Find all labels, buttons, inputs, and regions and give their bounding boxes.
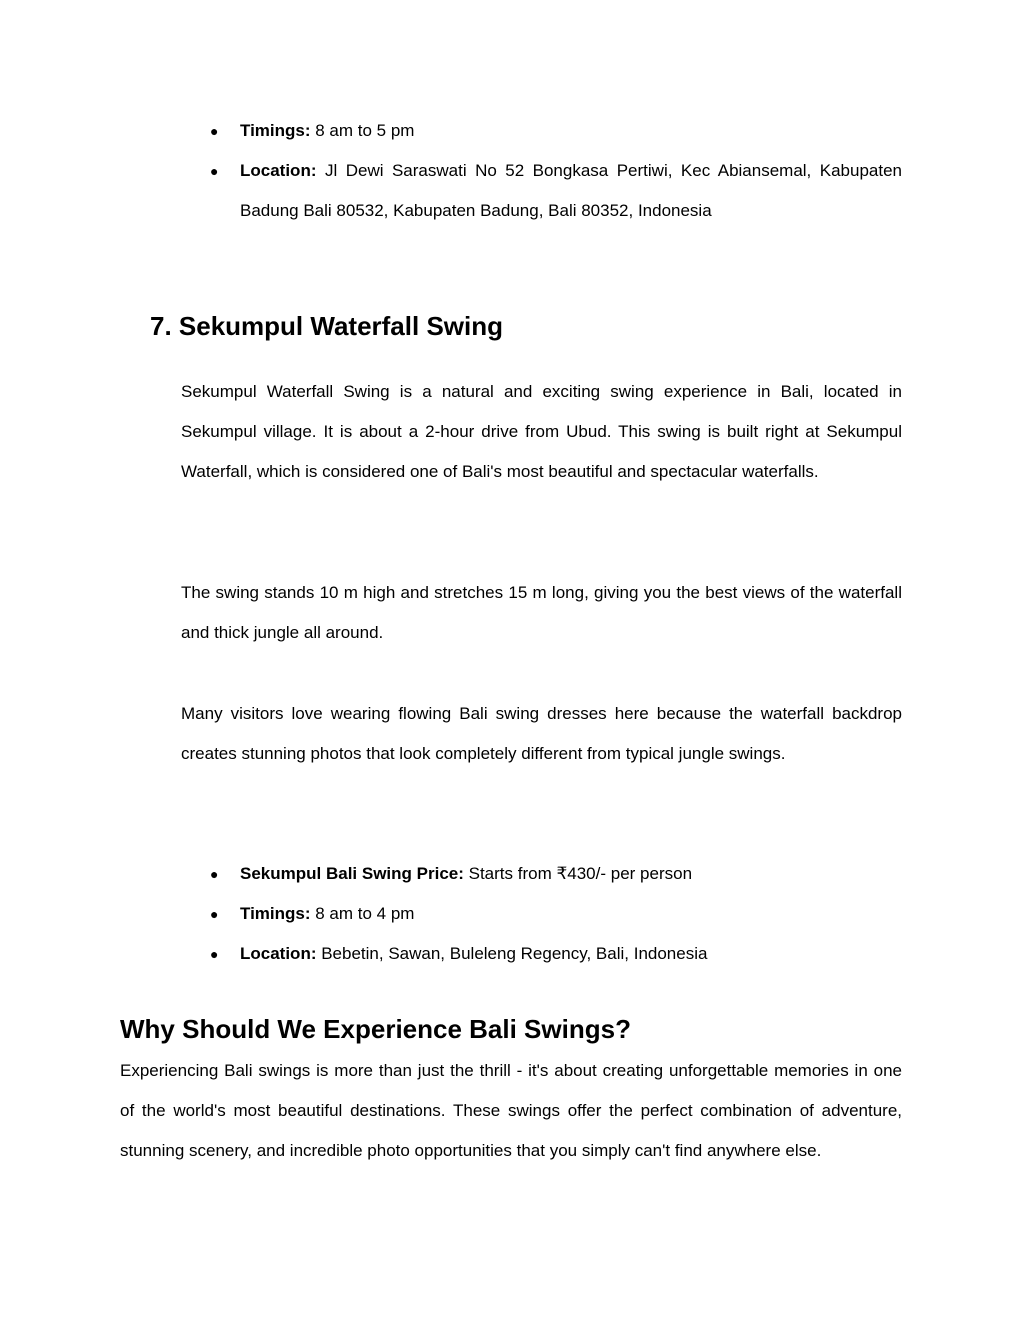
detail-label: Timings: bbox=[240, 904, 311, 923]
bullet-icon: ● bbox=[210, 866, 219, 882]
sekumpul-details-list bbox=[210, 854, 902, 974]
bullet-icon: ● bbox=[210, 906, 219, 922]
list-item bbox=[210, 111, 902, 151]
bullet-icon: ● bbox=[210, 123, 219, 139]
detail-value: 8 am to 5 pm bbox=[310, 121, 415, 140]
detail-label: Location: bbox=[240, 161, 317, 180]
detail-value: Jl Dewi Saraswati No 52 Bongkasa Pertiwi, Kec Abiansemal, Kabupaten Badung Bali 80532, Kabupaten Badung, Bali 80352, Indonesia bbox=[240, 161, 902, 220]
list-item bbox=[210, 151, 902, 231]
bullet-icon: ● bbox=[210, 946, 219, 962]
list-item bbox=[210, 894, 902, 934]
top-details-list bbox=[210, 111, 902, 231]
detail-label: Sekumpul Bali Swing Price: bbox=[240, 864, 464, 883]
list-item bbox=[210, 934, 902, 974]
detail-value: 8 am to 4 pm bbox=[310, 904, 415, 923]
paragraph: Experiencing Bali swings is more than just the thrill - it's about creating unforgettable memories in one of the world's most beautiful destinations. These swings offer the perfect combination of adventure, stunning scenery, and incredible photo opportunities that you simply can't find anywhere else. bbox=[120, 1061, 902, 1160]
detail-value: Bebetin, Sawan, Buleleng Regency, Bali, Indonesia bbox=[316, 944, 708, 963]
section-heading-why: Why Should We Experience Bali Swings? bbox=[120, 1014, 631, 1044]
list-item bbox=[210, 854, 902, 894]
detail-label: Location: bbox=[240, 944, 317, 963]
bullet-icon: ● bbox=[210, 163, 219, 179]
paragraph: Sekumpul Waterfall Swing is a natural and exciting swing experience in Bali, located in Sekumpul village. It is about a 2-hour drive from Ubud. This swing is built right at Sekumpul Waterfall, which is considered one of Bali's most beautiful and spectacular waterfalls. bbox=[181, 382, 902, 481]
paragraph: The swing stands 10 m high and stretches 15 m long, giving you the best views of the waterfall and thick jungle all around. bbox=[181, 583, 902, 642]
detail-value: Starts from ₹430/- per person bbox=[463, 864, 693, 883]
paragraph: Many visitors love wearing flowing Bali swing dresses here because the waterfall backdrop creates stunning photos that look completely different from typical jungle swings. bbox=[181, 704, 902, 763]
section-heading-sekumpul: 7. Sekumpul Waterfall Swing bbox=[150, 311, 503, 341]
detail-label: Timings: bbox=[240, 121, 311, 140]
